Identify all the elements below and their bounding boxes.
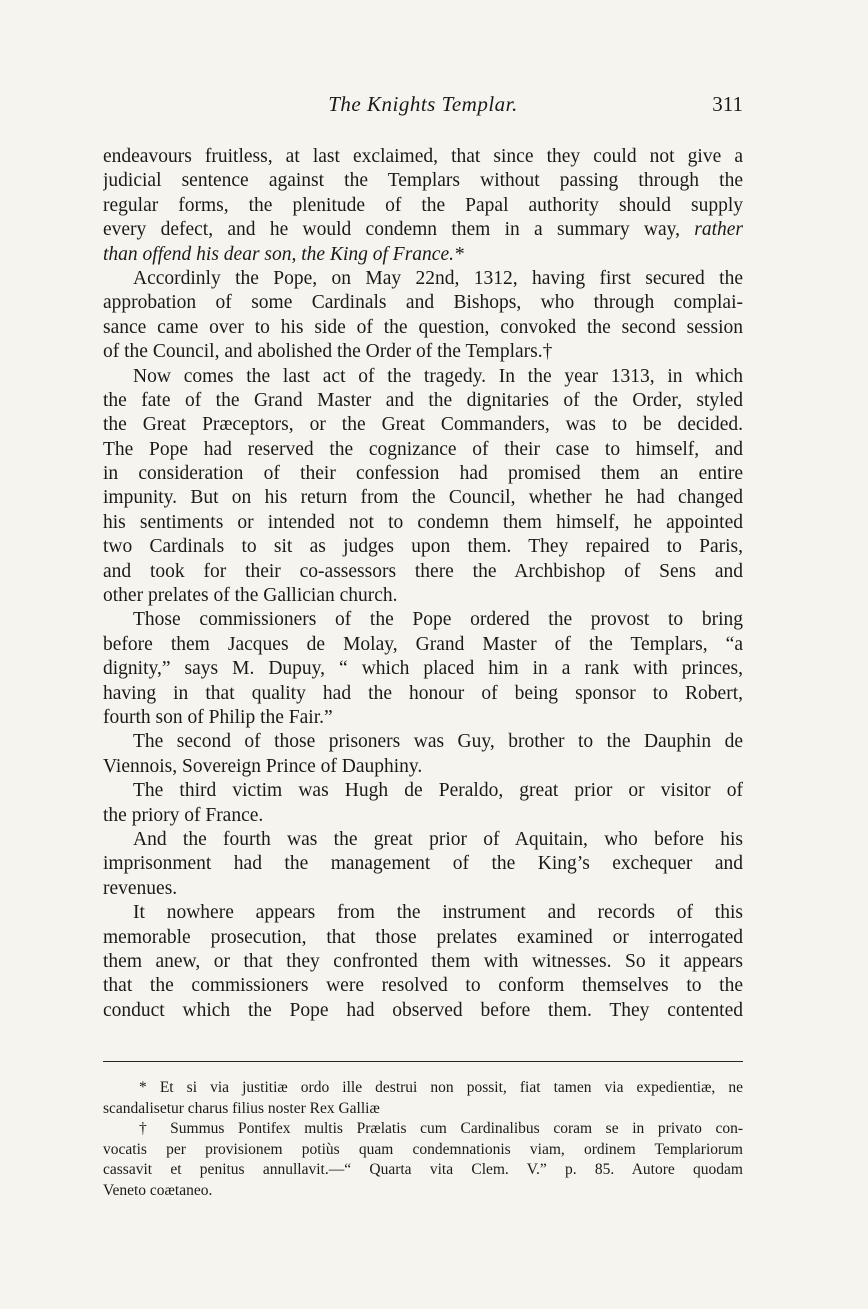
footnotes	[103, 1078, 743, 1202]
footnote-line: † Summus Pontifex multis Prælatis cum Cardinalibus coram se in privato con-	[139, 1120, 743, 1138]
text-line: in consideration of their confession had promised them an entire	[103, 463, 743, 485]
footnote-line: scandalisetur charus filius noster Rex Galliæ	[103, 1099, 380, 1117]
text-line: two Cardinals to sit as judges upon them. They repaired to Paris,	[103, 536, 743, 558]
text-line: memorable prosecution, that those prelates examined or interrogated	[103, 926, 743, 948]
page-number: 311	[712, 92, 743, 116]
text-line: fourth son of Philip the Fair.”	[103, 706, 333, 728]
text-line: them anew, or that they confronted them with witnesses. So it appears	[103, 950, 743, 972]
text-line: approbation of some Cardinals and Bishops, who through complai-	[103, 292, 743, 314]
text-line: and took for their co-assessors there the Archbishop of Sens and	[103, 560, 743, 582]
body-text	[103, 145, 743, 1023]
footnote-line: * Et si via justitiæ ordo ille destrui non possit, fiat tamen via expedientiæ, ne	[139, 1079, 743, 1096]
text-line: before them Jacques de Molay, Grand Master of the Templars, “a	[103, 633, 743, 655]
running-head	[103, 92, 743, 122]
text-span: every defect, and he would condemn them in a summary way,	[103, 219, 680, 241]
text-line: the priory of France.	[103, 804, 264, 826]
text-line: The Pope had reserved the cognizance of their case to himself, and	[103, 438, 743, 460]
text-line: revenues.	[103, 877, 178, 899]
text-line: his sentiments or intended not to condemn them himself, he appointed	[103, 511, 743, 533]
text-line: sance came over to his side of the question, convoked the second session	[103, 316, 743, 338]
text-line: Accordinly the Pope, on May 22nd, 1312, having first secured the	[133, 267, 743, 289]
text-line: the Great Præceptors, or the Great Commanders, was to be decided.	[103, 414, 743, 436]
text-line: dignity,” says M. Dupuy, “ which placed him in a rank with princes,	[103, 658, 743, 680]
text-line: having in that quality had the honour of being sponsor to Robert,	[103, 682, 743, 704]
text-line: Viennois, Sovereign Prince of Dauphiny.	[103, 755, 423, 777]
text-line: The third victim was Hugh de Peraldo, great prior or visitor of	[133, 780, 743, 802]
text-line	[103, 218, 743, 242]
text-line: the fate of the Grand Master and the dignitaries of the Order, styled	[103, 389, 743, 411]
text-line: of the Council, and abolished the Order of the Templars.†	[103, 341, 553, 363]
text-line: The second of those prisoners was Guy, brother to the Dauphin de	[133, 731, 743, 753]
footnote-line: vocatis per provisionem potiùs quam condemnationis viam, ordinem Templariorum	[103, 1140, 743, 1158]
text-line: And the fourth was the great prior of Aquitain, who before his	[133, 828, 743, 850]
footnote-line: Veneto coætaneo.	[103, 1181, 213, 1199]
text-line: other prelates of the Gallician church.	[103, 585, 398, 607]
text-line: regular forms, the plenitude of the Papal authority should supply	[103, 194, 743, 216]
text-line-italic: than offend his dear son, the King of France.*	[103, 243, 464, 265]
text-line: impunity. But on his return from the Council, whether he had changed	[103, 487, 743, 509]
text-line: that the commissioners were resolved to conform themselves to the	[103, 975, 743, 997]
footnote-rule	[103, 1061, 743, 1062]
text-line: It nowhere appears from the instrument and records of this	[133, 902, 743, 924]
text-line: conduct which the Pope had observed before them. They contented	[103, 999, 743, 1021]
text-line: endeavours fruitless, at last exclaimed, that since they could not give a	[103, 146, 743, 167]
footnote-line: cassavit et penitus annullavit.—“ Quarta vita Clem. V.” p. 85. Autore quodam	[103, 1161, 743, 1179]
text-line: Now comes the last act of the tragedy. In the year 1313, in which	[133, 365, 743, 387]
running-title: The Knights Templar.	[328, 92, 518, 116]
text-line: imprisonment had the management of the King’s exchequer and	[103, 853, 743, 875]
text-line: Those commissioners of the Pope ordered the provost to bring	[133, 609, 743, 631]
italic-span: rather	[694, 219, 743, 241]
text-line: judicial sentence against the Templars without passing through the	[103, 170, 743, 192]
